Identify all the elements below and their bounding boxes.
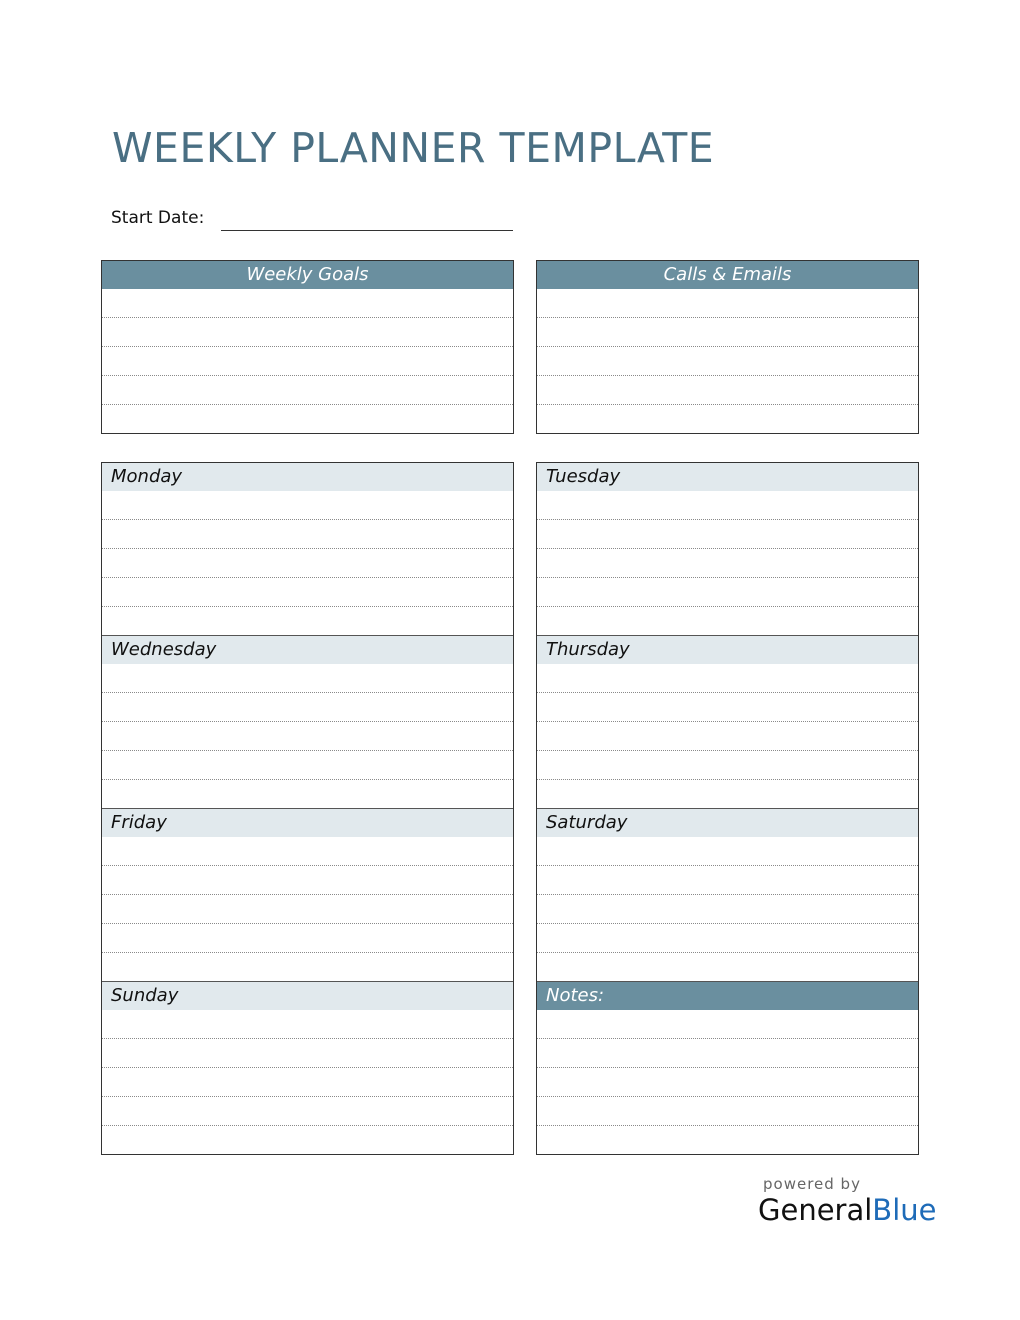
calls-emails-line[interactable] bbox=[537, 318, 918, 347]
tuesday-line[interactable] bbox=[537, 520, 918, 549]
monday-line[interactable] bbox=[102, 549, 513, 578]
start-date-label: Start Date: bbox=[111, 208, 205, 228]
friday-line[interactable] bbox=[102, 895, 513, 924]
monday-line[interactable] bbox=[102, 578, 513, 607]
sunday-line[interactable] bbox=[102, 1039, 513, 1068]
tuesday-line[interactable] bbox=[537, 491, 918, 520]
tuesday-line[interactable] bbox=[537, 578, 918, 607]
saturday-block bbox=[537, 809, 918, 982]
left-days-box bbox=[101, 462, 514, 1155]
wednesday-line[interactable] bbox=[102, 722, 513, 751]
right-days-box bbox=[536, 462, 919, 1155]
notes-header: Notes: bbox=[537, 982, 918, 1010]
wednesday-block bbox=[102, 636, 513, 809]
saturday-line[interactable] bbox=[537, 895, 918, 924]
weekly-goals-line[interactable] bbox=[102, 289, 513, 318]
calls-emails-box bbox=[536, 260, 919, 434]
weekly-goals-line[interactable] bbox=[102, 405, 513, 434]
thursday-line[interactable] bbox=[537, 693, 918, 722]
sunday-line[interactable] bbox=[102, 1097, 513, 1126]
friday-block bbox=[102, 809, 513, 982]
thursday-block bbox=[537, 636, 918, 809]
thursday-line[interactable] bbox=[537, 722, 918, 751]
page-title: WEEKLY PLANNER TEMPLATE bbox=[112, 124, 715, 172]
sunday-line[interactable] bbox=[102, 1010, 513, 1039]
calls-emails-header: Calls & Emails bbox=[537, 261, 918, 289]
monday-line[interactable] bbox=[102, 607, 513, 636]
notes-block bbox=[537, 982, 918, 1155]
weekly-goals-header: Weekly Goals bbox=[102, 261, 513, 289]
wednesday-line[interactable] bbox=[102, 751, 513, 780]
brand-general: General bbox=[758, 1193, 873, 1227]
brand-blue: Blue bbox=[872, 1193, 937, 1227]
wednesday-line[interactable] bbox=[102, 780, 513, 809]
saturday-line[interactable] bbox=[537, 953, 918, 982]
thursday-line[interactable] bbox=[537, 751, 918, 780]
notes-line[interactable] bbox=[537, 1097, 918, 1126]
weekly-goals-box bbox=[101, 260, 514, 434]
friday-header: Friday bbox=[102, 809, 513, 837]
wednesday-line[interactable] bbox=[102, 693, 513, 722]
tuesday-block bbox=[537, 463, 918, 636]
powered-by-text: powered by bbox=[763, 1175, 861, 1193]
tuesday-header: Tuesday bbox=[537, 463, 918, 491]
weekly-goals-line[interactable] bbox=[102, 318, 513, 347]
calls-emails-line[interactable] bbox=[537, 289, 918, 318]
monday-block bbox=[102, 463, 513, 636]
saturday-header: Saturday bbox=[537, 809, 918, 837]
generalblue-logo bbox=[758, 1193, 936, 1227]
start-date-field[interactable] bbox=[221, 230, 513, 231]
calls-emails-line[interactable] bbox=[537, 405, 918, 434]
sunday-block bbox=[102, 982, 513, 1155]
calls-emails-line[interactable] bbox=[537, 376, 918, 405]
wednesday-line[interactable] bbox=[102, 664, 513, 693]
thursday-line[interactable] bbox=[537, 780, 918, 809]
thursday-line[interactable] bbox=[537, 664, 918, 693]
saturday-line[interactable] bbox=[537, 837, 918, 866]
monday-header: Monday bbox=[102, 463, 513, 491]
sunday-line[interactable] bbox=[102, 1126, 513, 1155]
sunday-header: Sunday bbox=[102, 982, 513, 1010]
monday-line[interactable] bbox=[102, 491, 513, 520]
monday-line[interactable] bbox=[102, 520, 513, 549]
wednesday-header: Wednesday bbox=[102, 636, 513, 664]
notes-line[interactable] bbox=[537, 1126, 918, 1155]
notes-line[interactable] bbox=[537, 1010, 918, 1039]
friday-line[interactable] bbox=[102, 924, 513, 953]
weekly-goals-line[interactable] bbox=[102, 347, 513, 376]
saturday-line[interactable] bbox=[537, 866, 918, 895]
weekly-goals-line[interactable] bbox=[102, 376, 513, 405]
saturday-line[interactable] bbox=[537, 924, 918, 953]
notes-line[interactable] bbox=[537, 1068, 918, 1097]
tuesday-line[interactable] bbox=[537, 549, 918, 578]
friday-line[interactable] bbox=[102, 953, 513, 982]
friday-line[interactable] bbox=[102, 866, 513, 895]
notes-line[interactable] bbox=[537, 1039, 918, 1068]
tuesday-line[interactable] bbox=[537, 607, 918, 636]
friday-line[interactable] bbox=[102, 837, 513, 866]
calls-emails-line[interactable] bbox=[537, 347, 918, 376]
sunday-line[interactable] bbox=[102, 1068, 513, 1097]
thursday-header: Thursday bbox=[537, 636, 918, 664]
